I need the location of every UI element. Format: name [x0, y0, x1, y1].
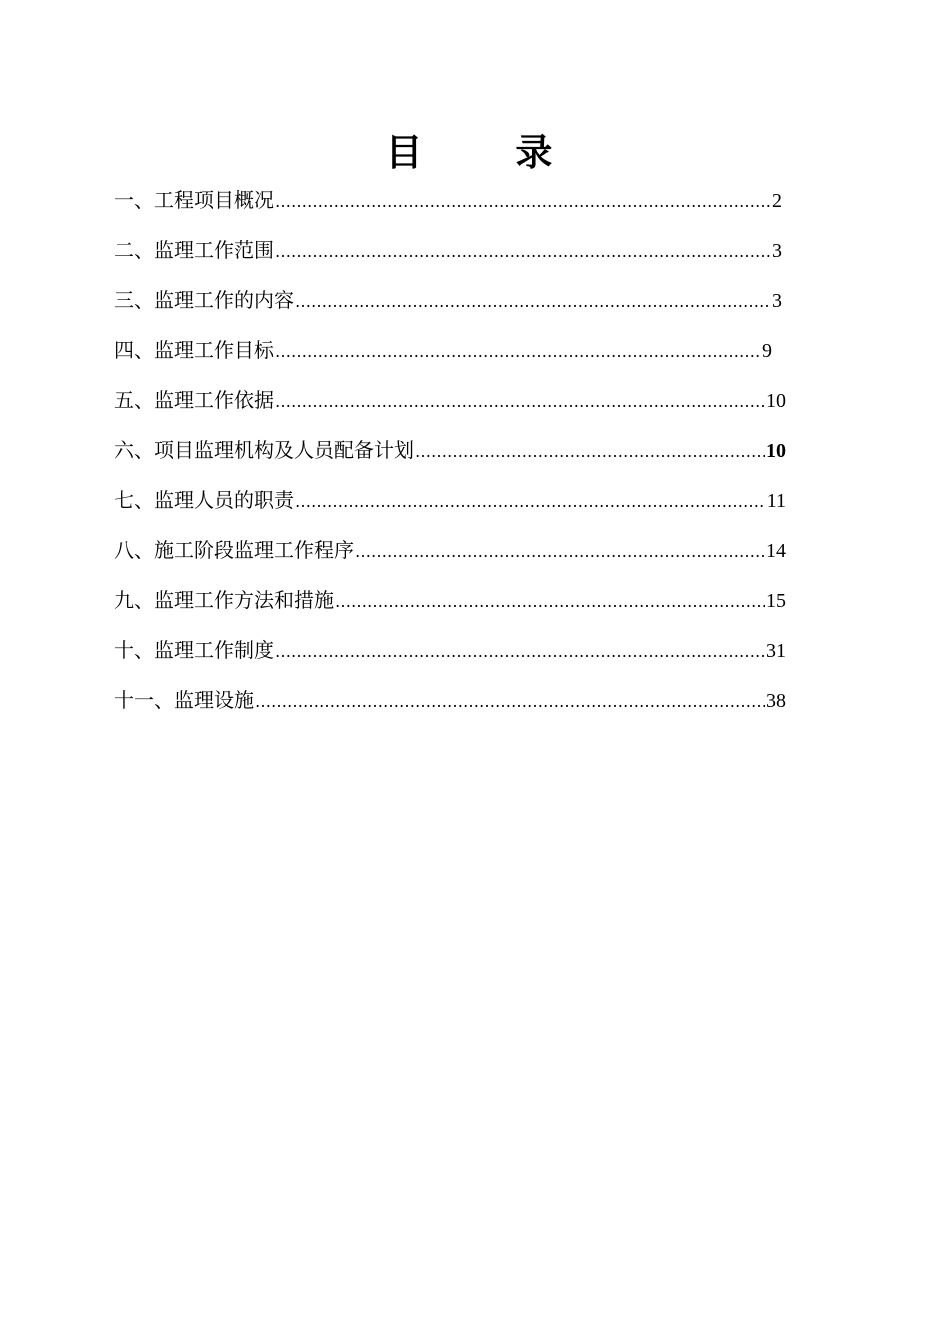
toc-entry[interactable] [114, 334, 786, 384]
toc-entry[interactable] [114, 684, 786, 734]
toc-entry[interactable] [114, 384, 786, 434]
toc-entry[interactable] [114, 234, 786, 284]
toc-entry-label: 七、监理人员的职责 [114, 488, 294, 512]
toc-entry[interactable] [114, 584, 786, 634]
toc-entry-page: 9 [762, 340, 772, 362]
toc-entry-page: 10 [766, 440, 786, 462]
toc-entry-label: 二、监理工作范围 [114, 238, 274, 262]
toc-entry[interactable] [114, 434, 786, 484]
toc-entry-label: 十一、监理设施 [114, 688, 254, 712]
toc-entry-page: 3 [772, 290, 782, 312]
toc-entry-page: 14 [766, 540, 786, 562]
toc-entry-page: 10 [766, 390, 786, 412]
toc-entry-label: 一、工程项目概况 [114, 188, 274, 212]
toc-dot-leader [415, 436, 765, 468]
toc-dot-leader [255, 686, 765, 718]
toc-entry[interactable] [114, 484, 786, 534]
toc-entry-label: 六、项目监理机构及人员配备计划 [114, 438, 414, 462]
toc-dot-leader [275, 386, 765, 418]
toc-title: 目 录 [385, 130, 593, 174]
toc-entry-label: 五、监理工作依据 [114, 388, 274, 412]
toc-entry-label: 九、监理工作方法和措施 [114, 588, 334, 612]
toc-entry-page: 31 [766, 640, 786, 662]
toc-entry[interactable] [114, 184, 786, 234]
toc-entry-page: 15 [766, 590, 786, 612]
toc-entry-page: 11 [766, 490, 786, 512]
toc-entry-label: 八、施工阶段监理工作程序 [114, 538, 354, 562]
toc-entry[interactable] [114, 634, 786, 684]
toc-dot-leader [275, 186, 771, 218]
toc-dot-leader [335, 586, 765, 618]
toc-entry-page: 2 [772, 190, 782, 212]
table-of-contents [114, 184, 786, 734]
toc-dot-leader [355, 536, 765, 568]
toc-dot-leader [275, 636, 765, 668]
toc-dot-leader [275, 236, 771, 268]
toc-dot-leader [295, 286, 771, 318]
toc-dot-leader [275, 336, 761, 368]
toc-entry-page: 38 [766, 690, 786, 712]
toc-entry-label: 三、监理工作的内容 [114, 288, 294, 312]
toc-entry[interactable] [114, 284, 786, 334]
toc-entry-page: 3 [772, 240, 782, 262]
toc-entry-label: 十、监理工作制度 [114, 638, 274, 662]
toc-dot-leader [295, 486, 766, 518]
toc-entry-label: 四、监理工作目标 [114, 338, 274, 362]
toc-entry[interactable] [114, 534, 786, 584]
